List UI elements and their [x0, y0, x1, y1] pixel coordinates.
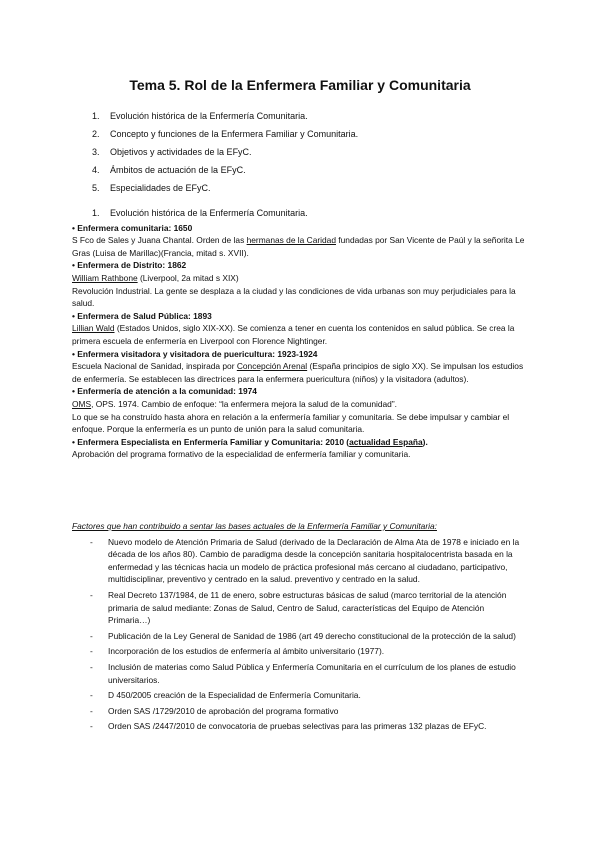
list-item: - Publicación de la Ley General de Sanidad de 1986 (art 49 derecho constitucional de la protección de la salud) [90, 630, 516, 641]
toc-item: 5. Especialidades de EFyC. [92, 183, 211, 193]
entry-text: Lillian Wald (Estados Unidos, siglo XIX-XX). Se comienza a tener en cuenta los contenidos en salud pública. Se crea la primera escuela de enfermería en Liverpool con Florence Nightinger. [72, 323, 515, 346]
entry-text: OMS, OPS. 1974. Cambio de enfoque: “la enfermera mejora la salud de la comunidad”. [72, 398, 397, 409]
page-title: Tema 5. Rol de la Enfermera Familiar y Comunitaria [129, 77, 471, 93]
list-item: - Nuevo modelo de Atención Primaria de Salud (derivado de la Declaración de Alma Ata de 1978 e iniciado en la década de los años 80). Cambio de paradigma desde la concepción sanitaria hospitalocentrista basada en la enfermedad y las técnicas hacia un modelo de práctica profesional más cercano al ciudadano, participativo, multidisciplinar, preventivo y centrado en la salud. preventivo y centrado en la salud. [90, 536, 520, 585]
entry-heading: • Enfermera de Distrito: 1862 [72, 260, 187, 271]
entry-heading: • Enfermería de atención a la comunidad: 1974 [72, 386, 257, 397]
entry-text: Revolución Industrial. La gente se desplaza a la ciudad y las condiciones de vida urbanas son muy perjudiciales para la salud. [72, 285, 516, 309]
entry-heading: • Enfermera visitadora y visitadora de puericultura: 1923-1924 [72, 348, 318, 359]
list-item: - Orden SAS /2447/2010 de convocatoria de pruebas selectivas para las primeras 132 plazas de EFyC. [90, 721, 487, 732]
entry-text: Aprobación del programa formativo de la especialidad de enfermería familiar y comunitaria. [72, 449, 411, 460]
toc-item: 3. Objetivos y actividades de la EFyC. [92, 147, 252, 157]
list-item: - Real Decreto 137/1984, de 11 de enero, sobre estructuras básicas de salud (marco territorial de la atención primaria de salud mediante: Zonas de Salud, Centro de Salud, características del Equipo de Atención Primaria…) [90, 589, 507, 626]
entry-heading: • Enfermera de Salud Pública: 1893 [72, 310, 212, 321]
factors-title: Factores que han contribuido a sentar las bases actuales de la Enfermería Familiar y Comunitaria: [72, 521, 437, 531]
entry-heading: • Enfermera Especialista en Enfermería Familiar y Comunitaria: 2010 (actualidad España). [72, 436, 428, 447]
list-item: - Inclusión de materias como Salud Pública y Enfermería Comunitaria en el currículum de los planes de estudio universitarios. [90, 661, 516, 685]
table-of-contents [92, 107, 358, 197]
list-item: - Orden SAS /1729/2010 de aprobación del programa formativo [90, 705, 339, 716]
toc-item: 4. Ámbitos de actuación de la EFyC. [92, 165, 246, 175]
entry-text: S Fco de Sales y Juana Chantal. Orden de las hermanas de la Caridad fundadas por San Vicente de Paúl y la señorita Le Gras (Luisa de Marillac)(Francia, mitad s. XVII). [72, 235, 525, 258]
toc-item: 1. Evolución histórica de la Enfermería Comunitaria. [92, 111, 308, 121]
toc-item: 2. Concepto y funciones de la Enfermera Familiar y Comunitaria. [92, 129, 359, 139]
section-heading: 1. Evolución histórica de la Enfermería Comunitaria. [92, 208, 308, 218]
factors-section [72, 520, 528, 736]
entry-text: Escuela Nacional de Sanidad, inspirada por Concepción Arenal (España principios de siglo XX). Se impulsan los estudios de enfermería. Se establecen las directrices para la enfermera puericultura (niños) y la visitadora (adultos). [72, 361, 524, 384]
factors-list [72, 536, 528, 733]
entry-text: William Rathbone (Liverpool, 2a mitad s XIX) [72, 272, 239, 283]
list-item: - Incorporación de los estudios de enfermería al ámbito universitario (1977). [90, 646, 385, 657]
entry-heading: • Enfermera comunitaria: 1650 [72, 222, 193, 233]
entry-text: Lo que se ha construído hasta ahora en relación a la enfermería familiar y comunitaria. Se debe impulsar y cambiar el enfoque. Porque la enfermería es un punto de unión para la salud comunitaria. [72, 411, 510, 435]
section-history [72, 207, 528, 461]
list-item: - D 450/2005 creación de la Especialidad de Enfermería Comunitaria. [90, 690, 361, 701]
